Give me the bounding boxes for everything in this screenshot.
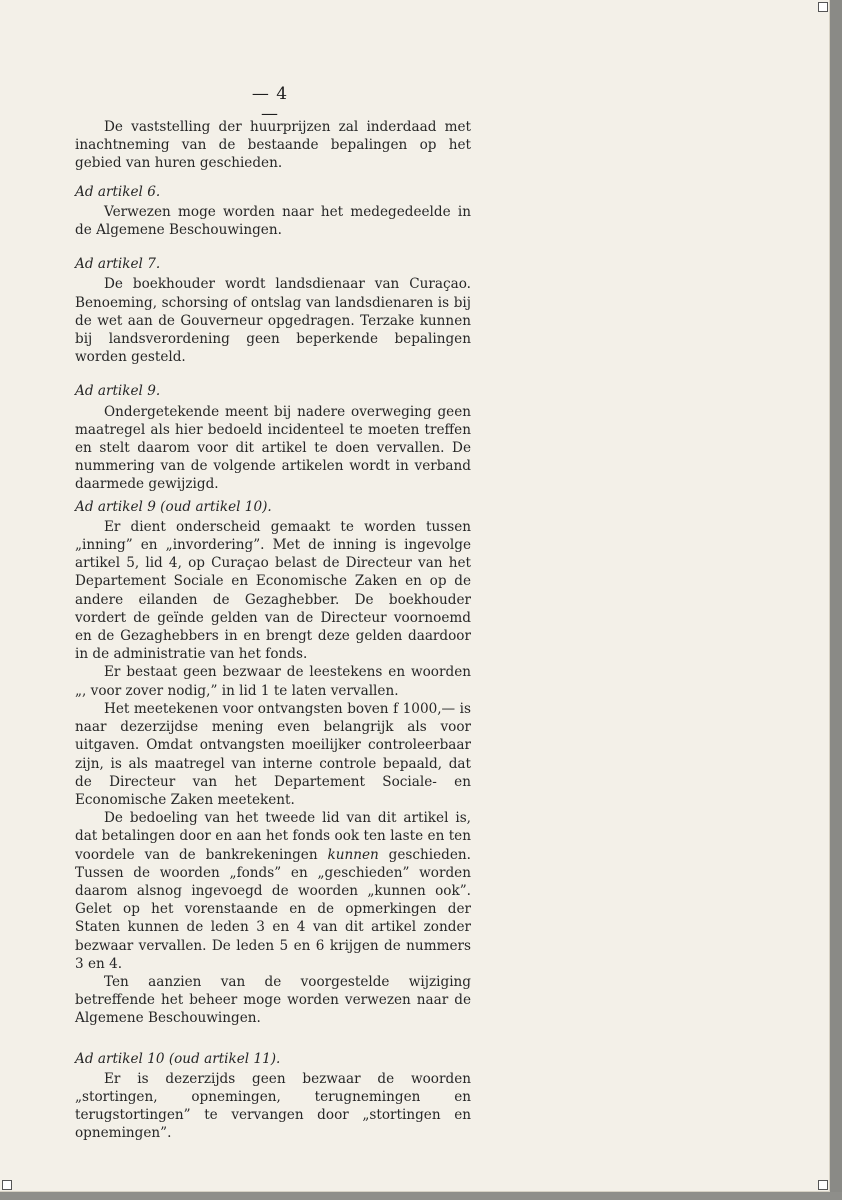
article-10-paragraph: Er is dezerzijds geen bezwaar de woorden „stortingen, opnemingen, terugnemingen en terugstortingen” te vervangen door „stortingen en opnemingen”. (75, 1070, 471, 1142)
article-9-paragraph-2: Er bestaat geen bezwaar de leestekens en woorden „, voor zover nodig,” in lid 1 te laten vervallen. (75, 664, 471, 699)
article-9-paragraph-4-emphasis: kunnen (327, 846, 379, 863)
article-6-paragraph: Verwezen moge worden naar het medegedeelde in de Algemene Beschouwingen. (75, 203, 471, 239)
scan-corner-marker (818, 1180, 828, 1190)
article-9-paragraph-3: Het meetekenen voor ontvangsten boven f 1000,— is naar dezerzijdse mening even belangrijk als voor uitgaven. Omdat ontvangsten moeilijker controleerbaar zijn, is als maatregel van interne controle bepaald, dat de Directeur van het Departement Sociale- en Economische Zaken meetekent. (75, 700, 471, 808)
scan-corner-marker (2, 1180, 12, 1190)
intro-paragraph: De vaststelling der huurprijzen zal inderdaad met inachtneming van de bestaande bepalingen op het gebied van huren geschieden. (75, 119, 471, 172)
document-body (75, 118, 471, 1143)
article-9-paragraph-5: Ten aanzien van de voorgestelde wijziging betreffende het beheer moge worden verwezen naar de Algemene Beschouwingen. (75, 973, 471, 1027)
heading-article-9: Ad artikel 9. (75, 383, 161, 400)
article-9-paragraph: Ondergetekende meent bij nadere overweging geen maatregel als hier bedoeld incidenteel te moeten treffen en stelt daarom voor dit artikel te doen vervallen. De nummering van de volgende artikelen wordt in verband daarmede gewijzigd. (75, 403, 471, 493)
scan-edge-bottom (0, 1192, 842, 1200)
article-7-paragraph: De boekhouder wordt landsdienaar van Curaçao. Benoeming, schorsing of ontslag van landsdienaren is bij de wet aan de Gouverneur opgedragen. Terzake kunnen bij landsverordening geen beperkende bepalingen worden gesteld. (75, 276, 471, 366)
heading-article-6: Ad artikel 6. (75, 183, 161, 200)
page-number: — 4 — (251, 84, 289, 124)
heading-article-7: Ad artikel 7. (75, 256, 161, 273)
heading-article-10-old-11: Ad artikel 10 (oud artikel 11). (75, 1050, 281, 1067)
article-9-paragraph-4 (75, 809, 471, 973)
article-9-paragraph-4-after: geschieden. Tussen de woorden „fonds” en „geschieden” worden daarom alsnog ingevoegd de woorden „kunnen ook”. Gelet op het vorenstaande en de opmerkingen der Staten kunnen de leden 3 en 4 van dit artikel zonder bezwaar vervallen. De leden 5 en 6 krijgen de nummers 3 en 4. (75, 846, 471, 972)
article-9-paragraph-4-before: De bedoeling van het tweede lid van dit artikel is, dat betalingen door en aan het fonds ook ten laste en ten voordele van de bankrekeningen (75, 810, 471, 863)
article-9-paragraph-1: Er dient onderscheid gemaakt te worden tussen „inning” en „invordering”. Met de inning is ingevolge artikel 5, lid 4, op Curaçao belast de Directeur van het Departement Sociale en Economische Zaken en op de andere eilanden de Gezaghebber. De boekhouder vordert de geïnde gelden van de Directeur voornoemd en de Gezaghebbers in en brengt deze gelden daardoor in de administratie van het fonds. (75, 518, 471, 663)
heading-article-9-old-10: Ad artikel 9 (oud artikel 10). (75, 498, 272, 515)
scan-edge-right (830, 0, 842, 1200)
scan-corner-marker (818, 2, 828, 12)
